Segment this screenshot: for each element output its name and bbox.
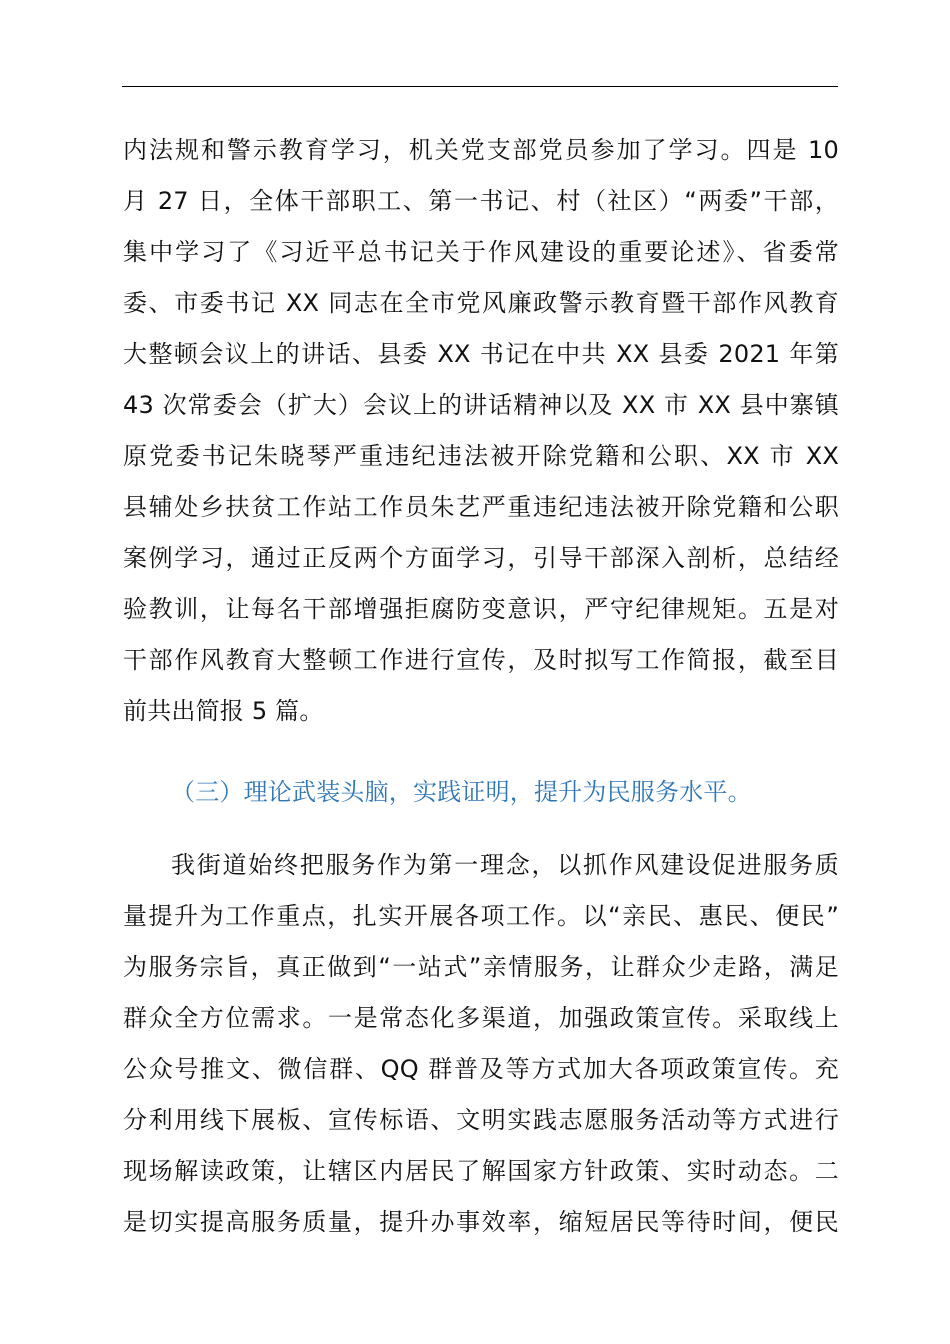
paragraph-1 xyxy=(123,125,839,737)
section-heading: （三）理论武装头脑，实践证明，提升为民服务水平。 xyxy=(171,778,752,806)
document-body xyxy=(123,125,839,1248)
text-line: 是切实提高服务质量，提升办事效率，缩短居民等待时间，便民 xyxy=(123,1208,839,1236)
text-line: 前共出简报 5 篇。 xyxy=(123,697,324,725)
spacer xyxy=(123,737,839,767)
text-line: 干部作风教育大整顿工作进行宣传，及时拟写工作简报，截至目 xyxy=(123,646,839,674)
text-line: 公众号推文、微信群、QQ 群普及等方式加大各项政策宣传。充 xyxy=(123,1055,839,1083)
text-line: 验教训，让每名干部增强拒腐防变意识，严守纪律规矩。五是对 xyxy=(123,595,839,623)
text-line: 量提升为工作重点，扎实开展各项工作。以“亲民、惠民、便民” xyxy=(123,902,839,930)
text-line: 县辅处乡扶贫工作站工作员朱艺严重违纪违法被开除党籍和公职 xyxy=(123,493,839,521)
text-line: 月 27 日，全体干部职工、第一书记、村（社区）“两委”干部， xyxy=(123,187,839,215)
spacer xyxy=(123,818,839,840)
text-line: 原党委书记朱晓琴严重违纪违法被开除党籍和公职、XX 市 XX xyxy=(123,442,839,470)
text-line: 分利用线下展板、宣传标语、文明实践志愿服务活动等方式进行 xyxy=(123,1106,839,1134)
text-line: 43 次常委会（扩大）会议上的讲话精神以及 XX 市 XX 县中寨镇 xyxy=(123,391,839,419)
text-line: 群众全方位需求。一是常态化多渠道，加强政策宣传。采取线上 xyxy=(123,1004,839,1032)
header-rule xyxy=(122,86,838,87)
text-line: 内法规和警示教育学习，机关党支部党员参加了学习。四是 10 xyxy=(123,136,839,164)
text-line: 集中学习了《习近平总书记关于作风建设的重要论述》、省委常 xyxy=(123,238,839,266)
text-line: 案例学习，通过正反两个方面学习，引导干部深入剖析，总结经 xyxy=(123,544,839,572)
paragraph-2 xyxy=(123,840,839,1248)
text-line: 现场解读政策，让辖区内居民了解国家方针政策、实时动态。二 xyxy=(123,1157,839,1185)
text-line: 大整顿会议上的讲话、县委 XX 书记在中共 XX 县委 2021 年第 xyxy=(123,340,839,368)
text-line: 委、市委书记 XX 同志在全市党风廉政警示教育暨干部作风教育 xyxy=(123,289,839,317)
text-line: 我街道始终把服务作为第一理念，以抓作风建设促进服务质 xyxy=(171,851,839,879)
text-line: 为服务宗旨，真正做到“一站式”亲情服务，让群众少走路，满足 xyxy=(123,953,839,981)
